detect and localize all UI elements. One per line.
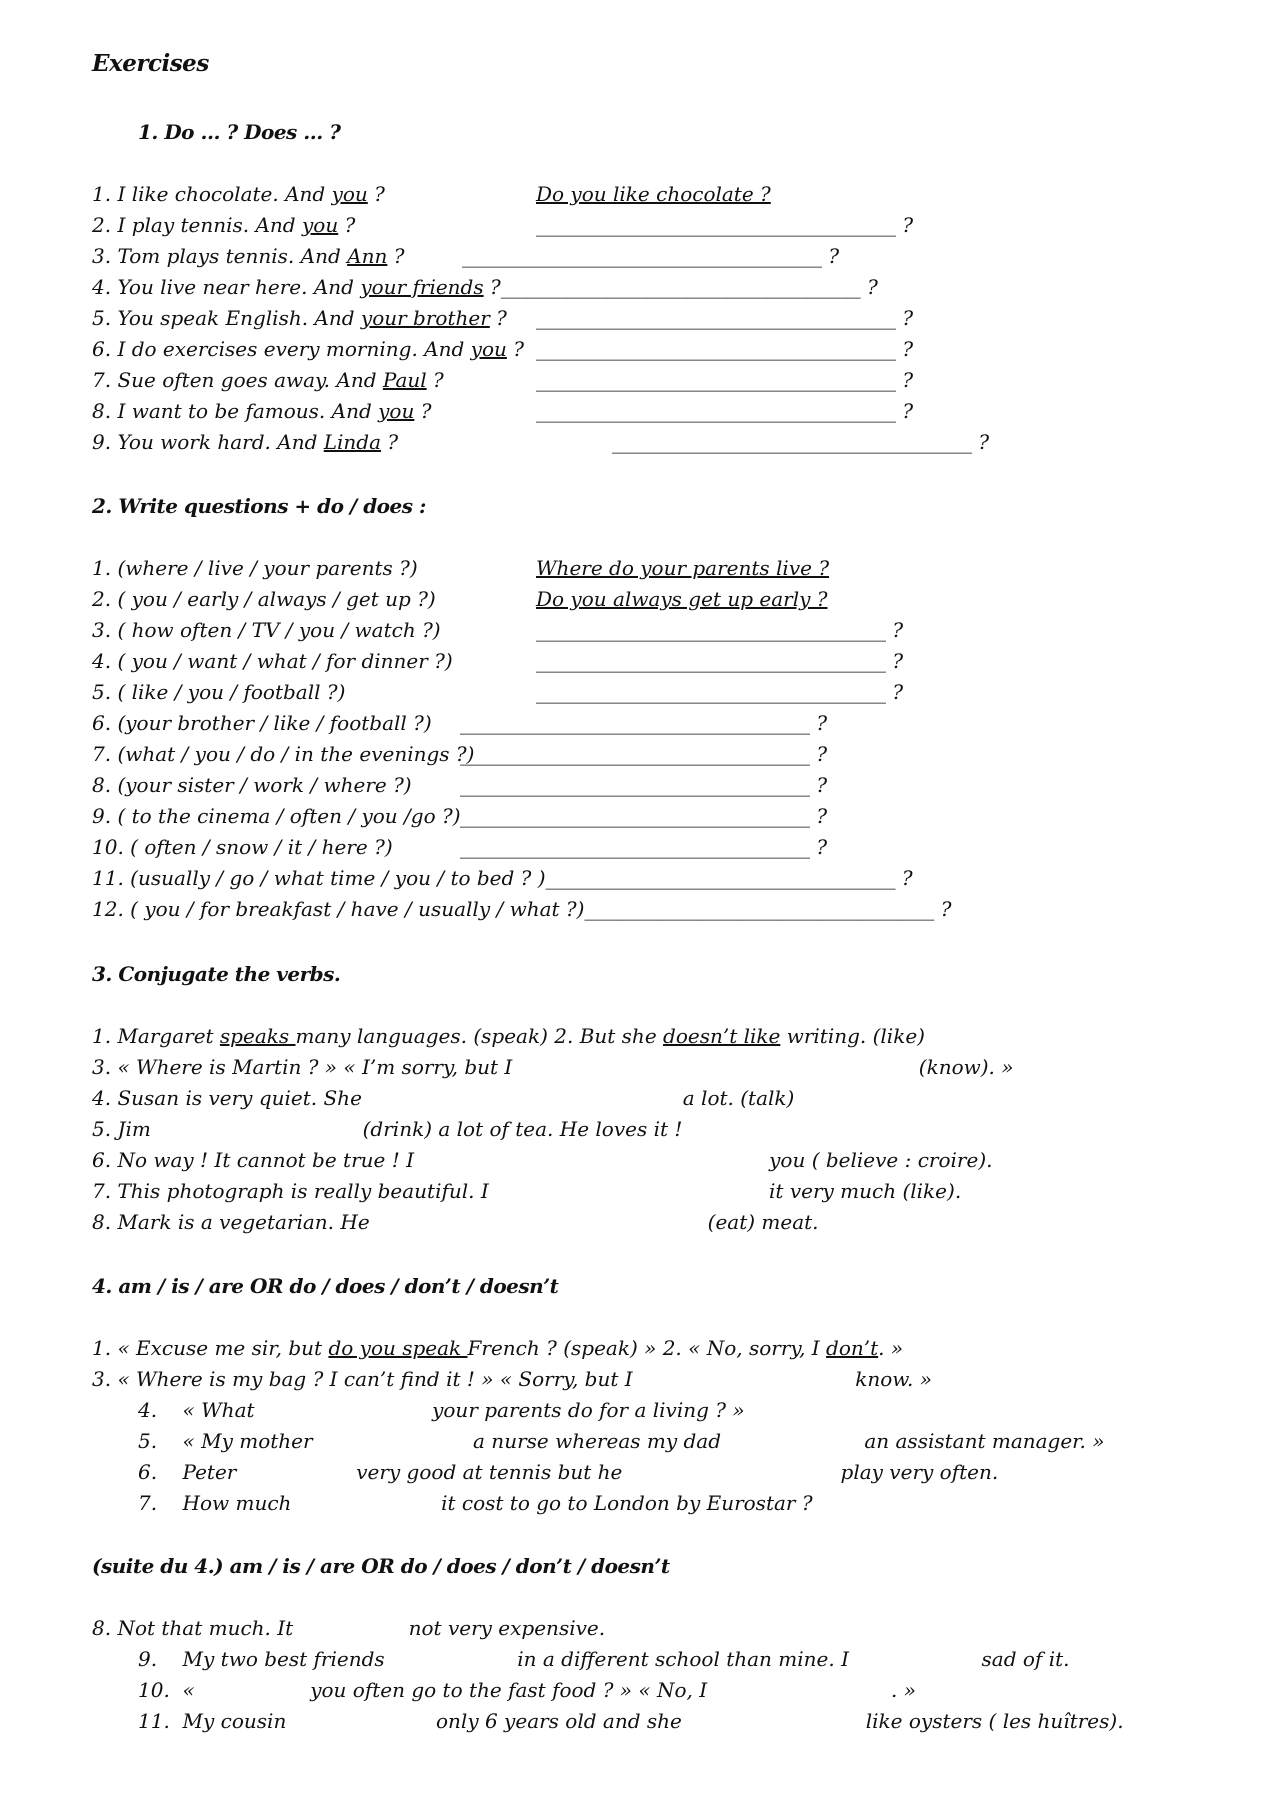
s1-blank-2[interactable]: ____________________________________ ? — [536, 213, 914, 237]
section-3-heading: 3. Conjugate the verbs. — [92, 962, 341, 986]
s2-item-10: 10. ( often / snow / it / here ?) — [92, 835, 393, 859]
s2-blank-8[interactable]: ___________________________________ ? — [460, 773, 828, 797]
s4-blank-9b[interactable] — [855, 1647, 975, 1671]
s2-item-12: 12. ( you / for breakfast / have / usually / what ?)___________________________________ ? — [92, 897, 952, 921]
s1-blank-5[interactable]: ____________________________________ ? — [536, 306, 914, 330]
s1-item-9: 9. You work hard. And Linda ? — [92, 430, 399, 454]
s4-line-10: 10. « you often go to the fast food ? » « No, I . » — [138, 1678, 917, 1702]
s4-line-9: 9. My two best friends in a different school than mine. I sad of it. — [138, 1647, 1070, 1671]
s2-item-4: 4. ( you / want / what / for dinner ?) — [92, 649, 453, 673]
s2-item-7: 7. (what / you / do / in the evenings ?) — [92, 742, 475, 766]
s2-blank-3[interactable]: ___________________________________ ? — [536, 618, 904, 642]
s4-blank-11b[interactable] — [688, 1709, 859, 1733]
s3-line-3: 3. « Where is Martin ? » « I’m sorry, but I (know). » — [92, 1055, 1014, 1079]
s4-blank-8[interactable] — [300, 1616, 403, 1640]
s4-line-11: 11. My cousin only 6 years old and she like oysters ( les huîtres). — [138, 1709, 1124, 1733]
s2-answer-1: Where do your parents live ? — [536, 556, 830, 580]
s2-answer-2: Do you always get up early ? — [536, 587, 828, 611]
s1-blank-3[interactable]: ____________________________________ ? — [462, 244, 840, 268]
s3-line-6: 6. No way ! It cannot be true ! I you ( believe : croire). — [92, 1148, 993, 1172]
s4-blank-11a[interactable] — [293, 1709, 430, 1733]
s3-blank-6[interactable] — [420, 1148, 762, 1172]
s1-blank-8[interactable]: ____________________________________ ? — [536, 399, 914, 423]
s1-blank-6[interactable]: ____________________________________ ? — [536, 337, 914, 361]
s2-item-8: 8. (your sister / work / where ?) — [92, 773, 412, 797]
s3-line-8: 8. Mark is a vegetarian. He (eat) meat. — [92, 1210, 819, 1234]
s2-blank-9[interactable]: ___________________________________ ? — [460, 804, 828, 828]
s3-line-7: 7. This photograph is really beautiful. I it very much (like). — [92, 1179, 962, 1203]
s1-item-4: 4. You live near here. And your friends ?____________________________________ ? — [92, 275, 878, 299]
s4-blank-10a[interactable] — [201, 1678, 304, 1702]
s1-item-5: 5. You speak English. And your brother ? — [92, 306, 507, 330]
s3-blank-7[interactable] — [495, 1179, 769, 1203]
s2-item-11: 11. (usually / go / what time / you / to bed ? )___________________________________ ? — [92, 866, 913, 890]
s3-line-1: 1. Margaret speaks many languages. (speak) 2. But she doesn’t like writing. (like) — [92, 1024, 925, 1048]
s4-line-6: 6. Peter very good at tennis but he play very often. — [138, 1460, 999, 1484]
s1-blank-4[interactable]: ____________________________________ ? — [500, 275, 878, 299]
s4-blank-7[interactable] — [298, 1491, 435, 1515]
s1-item-7: 7. Sue often goes away. And Paul ? — [92, 368, 444, 392]
s2-blank-10[interactable]: ___________________________________ ? — [460, 835, 828, 859]
s2-item-2: 2. ( you / early / always / get up ?) — [92, 587, 436, 611]
s3-blank-3[interactable] — [519, 1055, 913, 1079]
page-title: Exercises — [92, 50, 209, 77]
s4-line-3: 3. « Where is my bag ? I can’t find it ! » « Sorry, but I know. » — [92, 1367, 932, 1391]
s4-blank-3[interactable] — [633, 1367, 856, 1391]
section-2-heading: 2. Write questions + do / does : — [92, 494, 426, 518]
s4-blank-5a[interactable] — [313, 1429, 467, 1453]
s2-item-3: 3. ( how often / TV / you / watch ?) — [92, 618, 441, 642]
s1-item-2: 2. I play tennis. And you ? — [92, 213, 356, 237]
s1-item-6: 6. I do exercises every morning. And you ? — [92, 337, 524, 361]
s4-blank-4[interactable] — [255, 1398, 426, 1422]
s3-blank-5[interactable] — [157, 1117, 362, 1141]
s2-blank-11[interactable]: ___________________________________ ? — [545, 866, 913, 890]
s2-blank-5[interactable]: ___________________________________ ? — [536, 680, 904, 704]
s4-blank-6a[interactable] — [236, 1460, 356, 1484]
s1-item-3: 3. Tom plays tennis. And Ann ? — [92, 244, 405, 268]
s2-blank-12[interactable]: ___________________________________ ? — [584, 897, 952, 921]
section-4-heading: 4. am / is / are OR do / does / don’t / doesn’t — [92, 1274, 559, 1298]
s3-blank-8[interactable] — [376, 1210, 701, 1234]
s2-item-1: 1. (where / live / your parents ?) — [92, 556, 418, 580]
s2-blank-4[interactable]: ___________________________________ ? — [536, 649, 904, 673]
s4-blank-6b[interactable] — [629, 1460, 834, 1484]
s4-line-8: 8. Not that much. It not very expensive. — [92, 1616, 606, 1640]
s1-blank-7[interactable]: ____________________________________ ? — [536, 368, 914, 392]
s3-blank-4[interactable] — [368, 1086, 676, 1110]
s1-blank-9[interactable]: ____________________________________ ? — [612, 430, 990, 454]
s4-line-7: 7. How much it cost to go to London by Eurostar ? — [138, 1491, 813, 1515]
s2-item-6: 6. (your brother / like / football ?) — [92, 711, 432, 735]
s3-line-5: 5. Jim (drink) a lot of tea. He loves it ! — [92, 1117, 683, 1141]
s2-item-5: 5. ( like / you / football ?) — [92, 680, 346, 704]
s2-item-9: 9. ( to the cinema / often / you /go ?) — [92, 804, 461, 828]
s4-line-5: 5. « My mother a nurse whereas my dad an assistant manager. » — [138, 1429, 1105, 1453]
s4-blank-10b[interactable] — [714, 1678, 885, 1702]
s1-item-8: 8. I want to be famous. And you ? — [92, 399, 432, 423]
s2-blank-7[interactable]: ___________________________________ ? — [460, 742, 828, 766]
s3-line-4: 4. Susan is very quiet. She a lot. (talk) — [92, 1086, 795, 1110]
s1-item-1: 1. I like chocolate. And you ? — [92, 182, 385, 206]
section-1-heading: 1. Do … ? Does … ? — [138, 120, 341, 144]
section-4-continued-heading: (suite du 4.) am / is / are OR do / does / don’t / doesn’t — [92, 1554, 670, 1578]
s1-answer-1: Do you like chocolate ? — [536, 182, 771, 206]
s4-line-4: 4. « What your parents do for a living ? » — [138, 1398, 745, 1422]
s4-blank-5b[interactable] — [721, 1429, 858, 1453]
s4-blank-9a[interactable] — [391, 1647, 511, 1671]
s4-line-1: 1. « Excuse me sir, but do you speak French ? (speak) » 2. « No, sorry, I don’t. » — [92, 1336, 904, 1360]
s2-blank-6[interactable]: ___________________________________ ? — [460, 711, 828, 735]
